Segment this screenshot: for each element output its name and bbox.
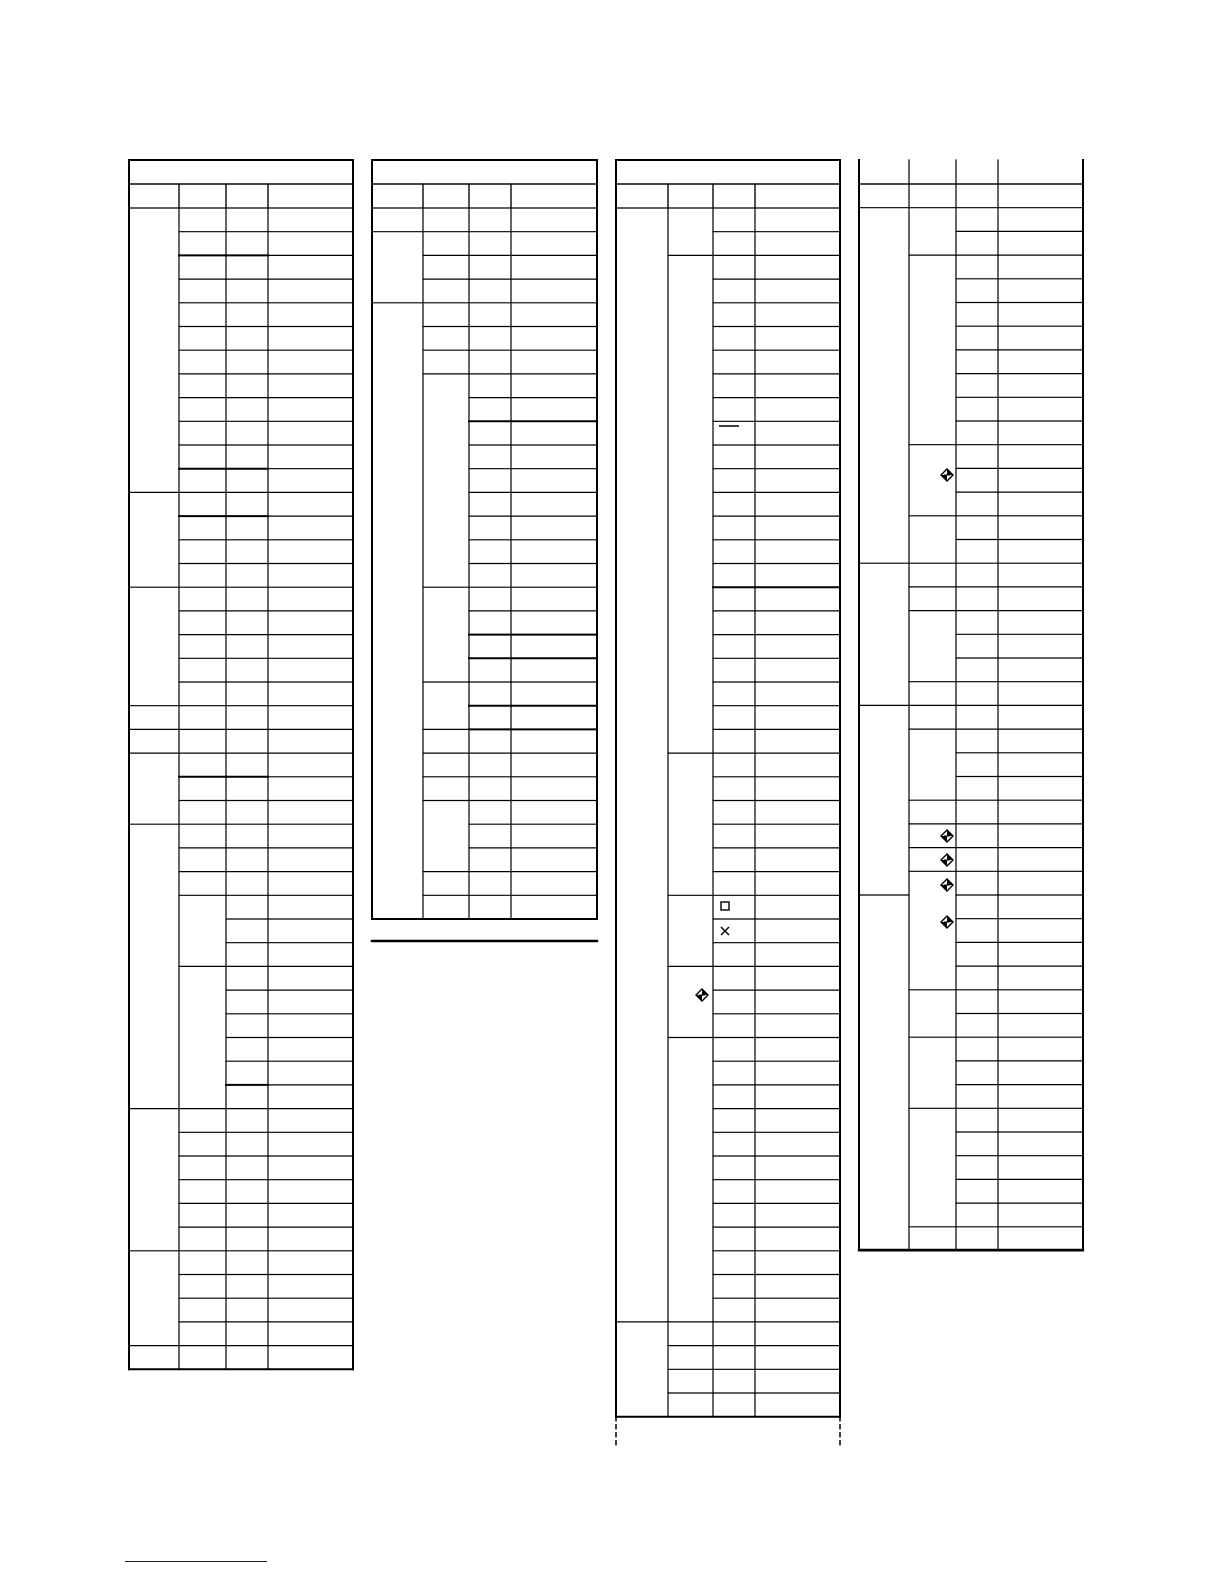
icons-layer bbox=[696, 426, 953, 1001]
diamond-in-square-icon bbox=[941, 830, 953, 842]
small-square-icon bbox=[721, 902, 729, 910]
diamond-in-square-icon bbox=[941, 854, 953, 866]
diamond-fill bbox=[947, 879, 953, 885]
diamond-fill bbox=[941, 860, 947, 866]
diamond-fill bbox=[947, 854, 953, 860]
diamond-fill bbox=[947, 916, 953, 922]
diamond-in-square-icon bbox=[941, 469, 953, 481]
diamond-fill bbox=[941, 885, 947, 891]
x-mark-icon bbox=[721, 927, 729, 935]
diamond-in-square-icon bbox=[941, 916, 953, 928]
diamond-in-square-icon bbox=[696, 989, 708, 1001]
diamond-fill bbox=[947, 830, 953, 836]
diamond-fill bbox=[696, 995, 702, 1001]
diamond-fill bbox=[941, 836, 947, 842]
diamond-fill bbox=[702, 989, 708, 995]
footer-link[interactable] bbox=[125, 1548, 267, 1562]
diamond-in-square-icon bbox=[941, 879, 953, 891]
diamond-fill bbox=[941, 922, 947, 928]
tables-layer bbox=[129, 160, 1083, 1445]
